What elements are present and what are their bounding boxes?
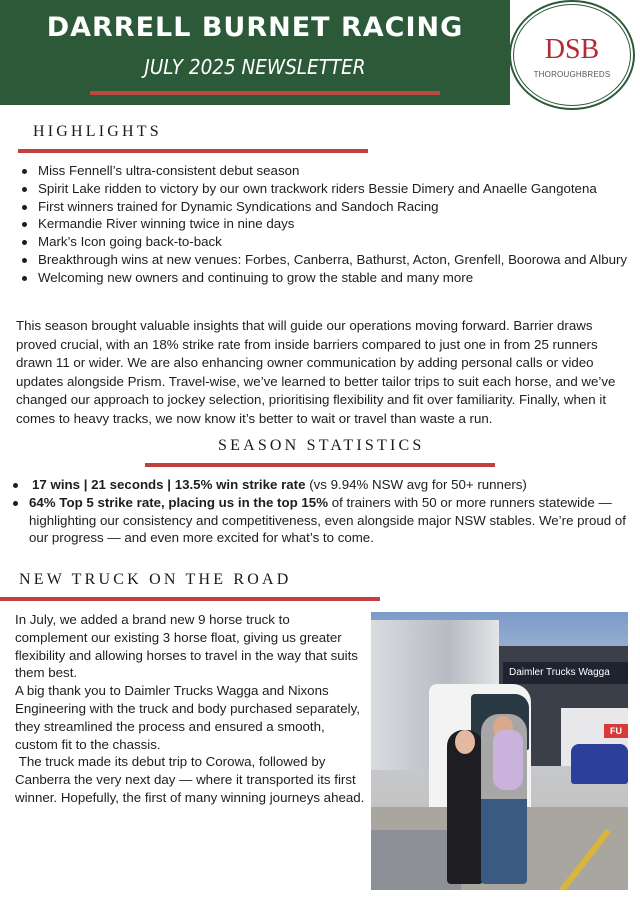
stat-detail: of trainers with 50 or more runners statewide — highlighting our consistency and competitiveness, even alongside major NSW stables. We’re proud of our progress — and even more excited for what’s to come. bbox=[29, 494, 626, 546]
highlight-item: Kermandie River winning twice in nine days bbox=[17, 215, 632, 233]
season-statistics-divider bbox=[145, 463, 495, 467]
highlight-item: Breakthrough wins at new venues: Forbes, Canberra, Bathurst, Acton, Grenfell, Boorowa and Albury bbox=[17, 251, 632, 269]
stat-item bbox=[8, 494, 633, 547]
dsb-logo bbox=[509, 0, 635, 110]
person-woman-face bbox=[455, 730, 475, 754]
highlight-item: Spirit Lake ridden to victory by our own trackwork riders Bessie Dimery and Anaelle Gangotena bbox=[17, 180, 632, 198]
truck-paragraph: A big thank you to Daimler Trucks Wagga and Nixons Engineering with the truck and body purchased separately, they streamlined the process and ensured a smooth, custom fit to the chassis. bbox=[15, 683, 360, 752]
stat-item bbox=[8, 476, 633, 494]
logo-mark: DSB bbox=[544, 34, 600, 65]
highlight-item: First winners trained for Dynamic Syndications and Sandoch Racing bbox=[17, 198, 632, 216]
new-truck-heading: NEW TRUCK ON THE ROAD bbox=[19, 571, 292, 588]
highlights-heading: HIGHLIGHTS bbox=[33, 123, 162, 140]
truck-paragraph: The truck made its debut trip to Corowa, followed by Canberra the very next day — where it transported its first winner. Hopefully, the first of many winning journeys ahead. bbox=[15, 754, 365, 805]
highlights-list bbox=[17, 162, 632, 287]
truck-paragraph: In July, we added a brand new 9 horse truck to complement our existing 3 horse float, giving us greater flexibility and allowing horses to travel in the way that suits them best. bbox=[15, 612, 358, 681]
highlight-item: Mark’s Icon going back-to-back bbox=[17, 233, 632, 251]
newsletter-subtitle: JULY 2025 NEWSLETTER bbox=[144, 55, 366, 79]
new-truck-divider bbox=[0, 597, 380, 601]
new-truck-text bbox=[15, 611, 365, 807]
stat-highlight: 17 wins | 21 seconds | 13.5% win strike rate bbox=[32, 477, 306, 492]
newsletter-title: DARRELL BURNET RACING bbox=[46, 12, 464, 43]
stat-detail: (vs 9.94% NSW avg for 50+ runners) bbox=[305, 477, 527, 492]
parked-car bbox=[571, 744, 628, 784]
season-statistics-list bbox=[8, 476, 633, 547]
highlight-item: Miss Fennell’s ultra-consistent debut season bbox=[17, 162, 632, 180]
dealer-sign: Daimler Trucks Wagga bbox=[503, 662, 628, 684]
header-divider bbox=[90, 91, 440, 95]
stat-highlight: 64% Top 5 strike rate, placing us in the top 15% bbox=[29, 494, 329, 510]
highlight-item: Welcoming new owners and continuing to grow the stable and many more bbox=[17, 269, 632, 287]
logo-tagline: THOROUGHBREDS bbox=[533, 70, 611, 79]
child bbox=[493, 730, 523, 790]
newsletter-header bbox=[0, 0, 510, 105]
highlights-divider bbox=[18, 149, 368, 153]
season-summary: This season brought valuable insights that will guide our operations moving forward. Barrier draws proved crucial, with an 18% strike rate from inside barriers compared to just one in from 25 runners drawn 11 or wider. We are also enhancing owner communication by adding personal calls or video updates alongside Prism. Travel-wise, we’ve learned to better tailor trips to suit each horse, and we’ve changed our approach to jockey selection, prioritising flexibility and fit over familiarity. Finally, when it comes to heavy tracks, we now know it’s better to wait or travel than waste a run. bbox=[16, 318, 616, 426]
season-statistics-heading: SEASON STATISTICS bbox=[218, 437, 425, 454]
truck-photo bbox=[371, 612, 628, 890]
shop-sign: FU bbox=[604, 724, 628, 738]
